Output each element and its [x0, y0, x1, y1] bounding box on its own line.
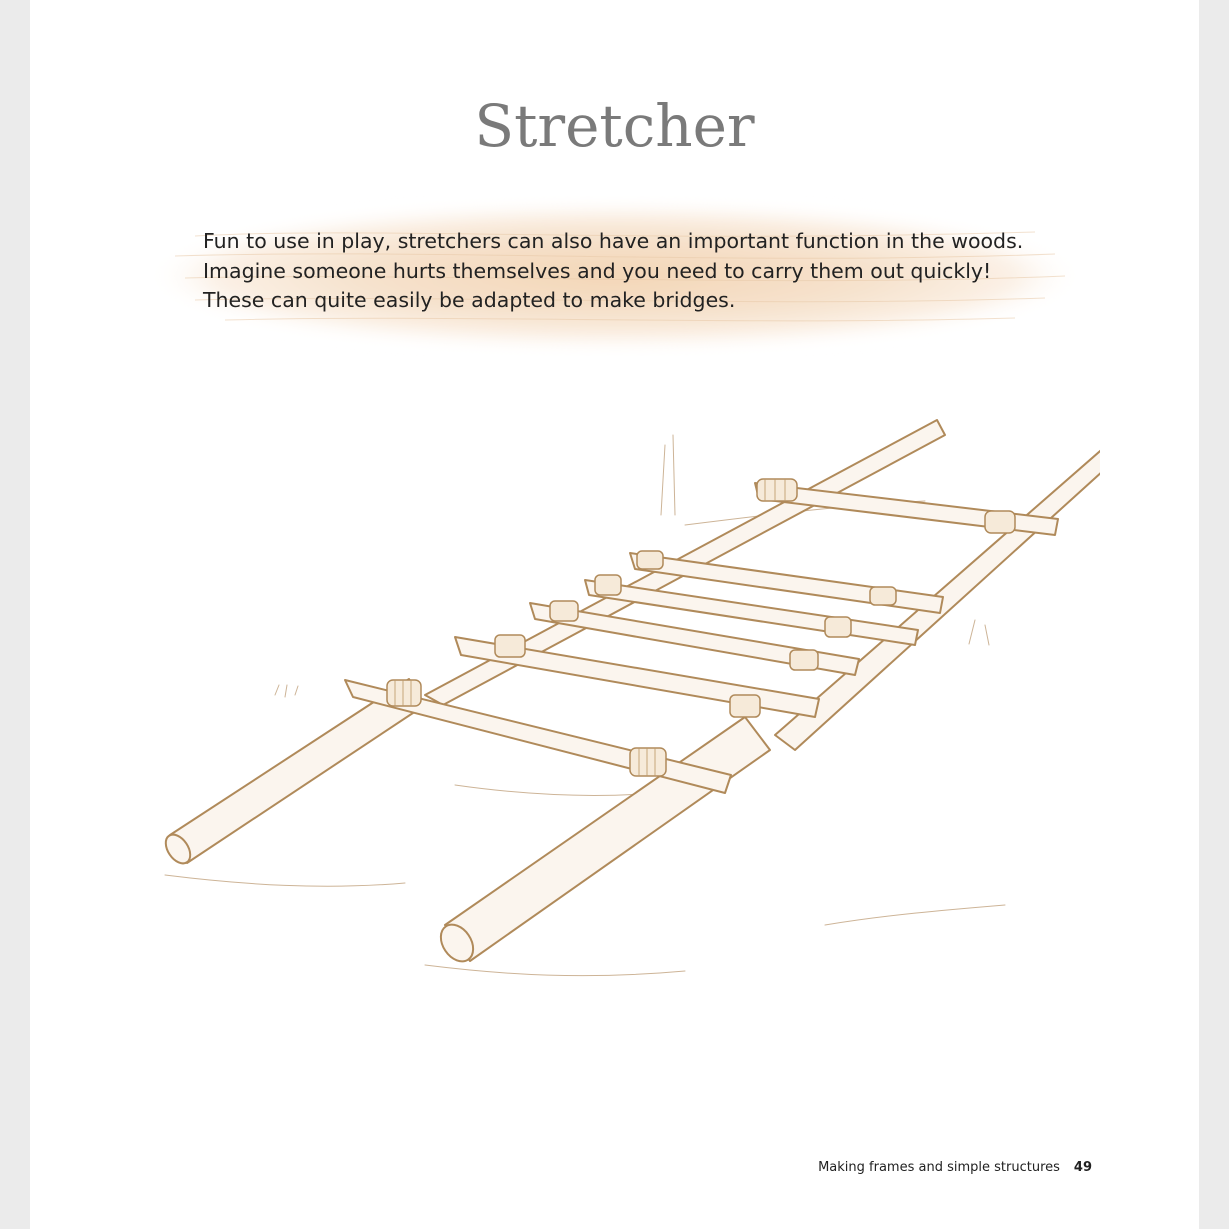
running-footer: [818, 1160, 1092, 1175]
stretcher-illustration: [125, 405, 1100, 1005]
intro-line: Fun to use in play, stretchers can also have an important function in the woods.: [203, 229, 1024, 253]
intro-text: [203, 227, 1083, 316]
intro-line: These can quite easily be adapted to make bridges.: [203, 288, 736, 312]
page-number: 49: [1073, 1160, 1092, 1175]
book-page: [30, 0, 1199, 1229]
stretcher-sketch: [125, 405, 1100, 1005]
intro-panel: [135, 196, 1095, 356]
page-title: Stretcher: [474, 92, 755, 160]
footer-section: Making frames and simple structures: [818, 1160, 1060, 1175]
intro-line: Imagine someone hurts themselves and you need to carry them out quickly!: [203, 258, 992, 283]
